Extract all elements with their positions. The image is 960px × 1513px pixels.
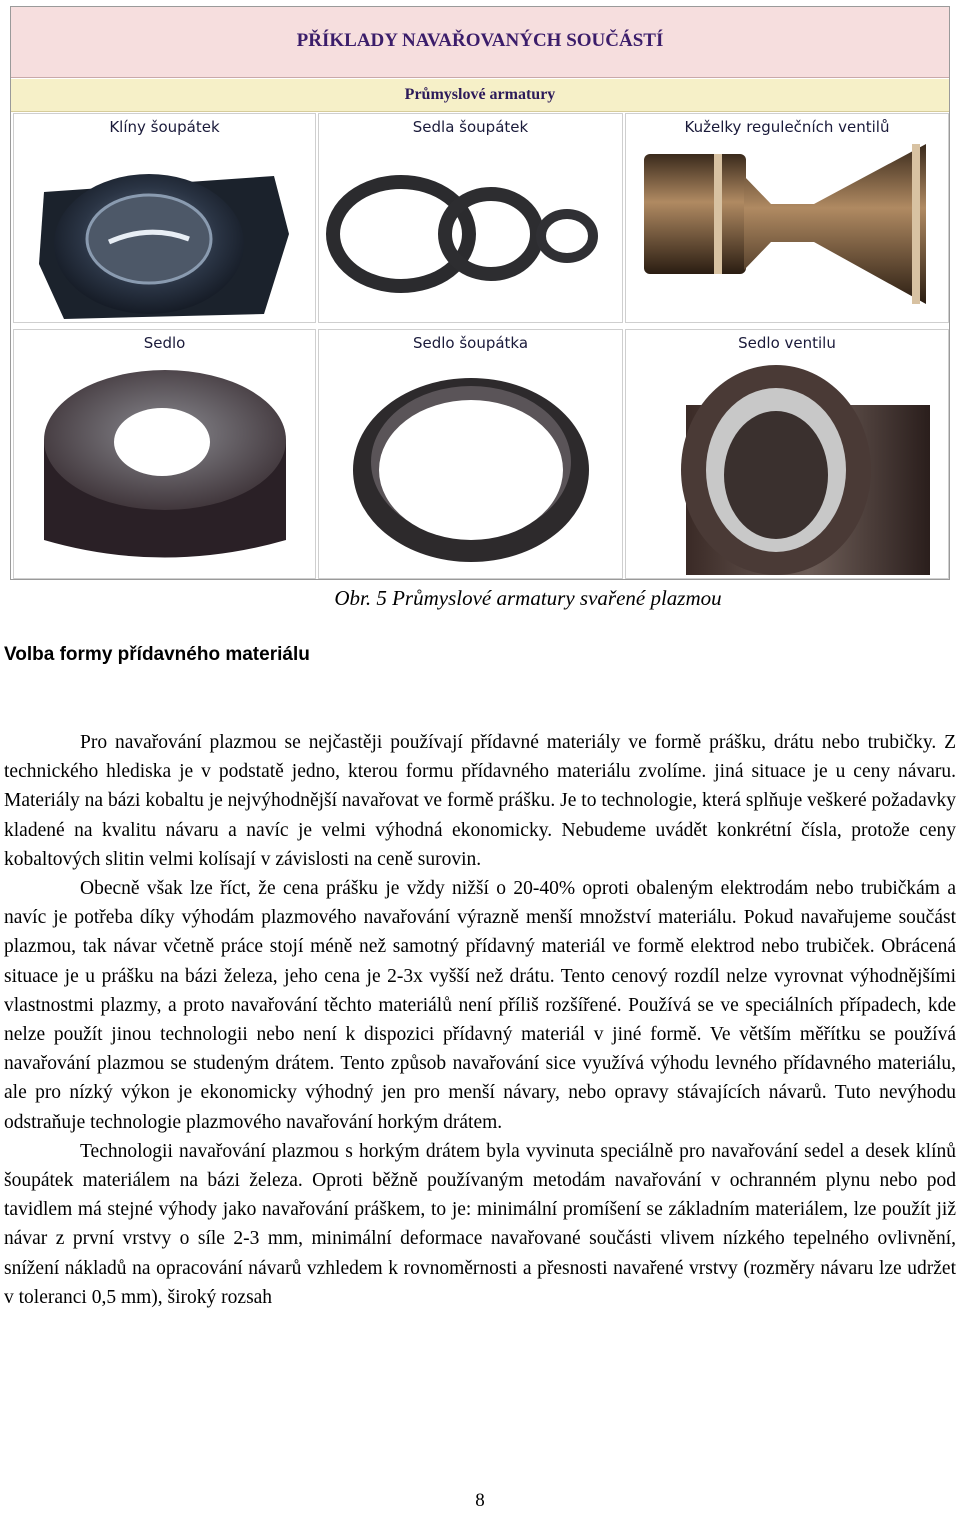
cell-label: Sedlo ventilu [738, 334, 836, 352]
figure-cell-seats [318, 113, 623, 323]
figure-cell-wedges [13, 113, 316, 323]
body-text [4, 728, 956, 1312]
seat-rings-photo [319, 114, 624, 324]
wedge-photo [14, 114, 317, 324]
figure-cell-valve-seat [625, 329, 949, 579]
paragraph: Pro navařování plazmou se nejčastěji používají přídavné materiály ve formě prášku, drátu nebo trubičky. Z technického hlediska je v podstatě jedno, kterou formu přídavného materiálu zvolíme. jiná situace je u ceny návaru. Materiály na bázi kobaltu je nejvýhodnější navařovat ve formě prášku. Je to technologie, která splňuje veškeré požadavky kladené na kvalitu návaru a navíc je velmi výhodná ekonomicky. Nebudeme uvádět konkrétní čísla, protože ceny kobaltových slitin velmi kolísají v závislosti na ceně surovin. [4, 732, 956, 870]
page-number: 8 [475, 1490, 485, 1511]
gate-seat-photo [319, 330, 624, 580]
seat-photo [14, 330, 317, 580]
valve-plug-photo [626, 114, 950, 324]
figure-title: PŘÍKLADY NAVAŘOVANÝCH SOUČÁSTÍ [11, 7, 949, 78]
figure-panel [10, 6, 950, 580]
paragraph: Technologii navařování plazmou s horkým drátem byla vyvinuta speciálně pro navařování sedel a desek klínů šoupátek materiálem na bázi železa. Oproti běžně používaným metodám navařování v ochranném plynu nebo pod tavidlem má stejné výhody jako navařování práškem, to je: minimální promíšení se základním materiálem, lze použít již návar z první vrstvy o síle 2-3 mm, minimální deformace navařované součásti vlivem nízkého tepelného ovlivnění, snížení nákladů na opracování návarů vzhledem k rovnoměrnosti a přesnosti navařené vrstvy (rozměry návaru lze udržet v toleranci 0,5 mm), široký rozsah [4, 1140, 956, 1308]
valve-seat-photo [626, 330, 950, 580]
figure-subtitle: Průmyslové armatury [11, 79, 949, 112]
figure-cell-gate-seat [318, 329, 623, 579]
cell-label: Kuželky regulečních ventilů [684, 118, 890, 136]
cell-label: Sedlo šoupátka [412, 334, 529, 352]
cell-label: Sedlo [143, 334, 186, 352]
figure-cell-plugs [625, 113, 949, 323]
figure-caption [0, 586, 960, 611]
paragraph: Obecně však lze říct, že cena prášku je vždy nižší o 20-40% oproti obaleným elektrodám nebo trubičkám a navíc je potřeba díky výhodám plazmového navařování výrazně menší množství materiálu. Pokud navařujeme součást plazmou, tak návar včetně práce stojí méně než samotný přídavný materiál ve formě elektrod nebo trubiček. Obrácená situace je u prášku na bázi železa, jeho cena je 2-3x vyšší než drátu. Tento cenový rozdíl nelze vyrovnat výhodnějšími vlastnostmi plazmy, a proto navařování těchto materiálů není příliš rozšířené. Používá se ve speciálních případech, kde nelze použít jinou technologii nebo není k dispozici přídavný materiál v jiné formě. Ve větším měřítku se používá navařování plazmou se studeným drátem. Tento způsob navařování sice využívá výhodu levného přídavného materiálu, ale pro nízký výkon je ekonomicky výhodný jen pro menší návary, nebo opravy stávajících návarů. Tuto nevýhodu odstraňuje technologie plazmového navařování horkým drátem. [4, 878, 956, 1133]
caption-text: Obr. 5 Průmyslové armatury svařené plazmou [334, 586, 722, 610]
cell-label: Klíny šoupátek [109, 118, 220, 136]
cell-label: Sedla šoupátek [412, 118, 529, 136]
figure-cell-seat [13, 329, 316, 579]
section-heading: Volba formy přídavného materiálu [4, 644, 310, 665]
